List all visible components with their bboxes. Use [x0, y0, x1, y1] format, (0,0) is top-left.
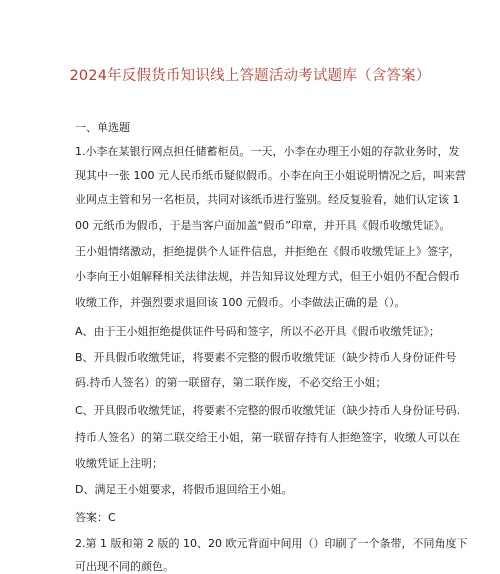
option-c-line: 收缴凭证上注明；: [75, 457, 163, 470]
question-1-stem-line: 王小姐情绪激动，拒绝提供个人证件信息，并拒绝在《假币收缴凭证上》签字，: [75, 245, 460, 258]
option-a-line: A、由于王小姐拒绝提供证件号码和签字，所以不必开具《假币收缴凭证》；: [75, 325, 441, 338]
question-1-stem-line: 00 元纸币为假币，于是当客户面加盖“假币”印章，并开具《假币收缴凭证》。: [75, 219, 451, 232]
answer-line: 答案：C: [75, 511, 116, 524]
question-1-stem-line: 收缴工作，并强烈要求退回该 100 元假币。小李做法正确的是（）。: [75, 296, 406, 309]
question-2-stem-line: 可出现不同的颜色。: [75, 560, 174, 573]
option-c-line: 持币人签名）的第二联交给王小姐，第一联留存持有人拒绝签字，收缴人可以在: [75, 431, 460, 444]
document-title: 2024年反假货币知识线上答题活动考试题库（含答案）: [69, 68, 431, 84]
question-1-stem-line: 1.小李在某银行网点担任储蓄柜员。一天，小李在办理王小姐的存款业务时，发: [75, 145, 460, 158]
option-d-line: D、满足王小姐要求，将假币退回给王小姐。: [75, 483, 293, 496]
option-b-line: B、开具假币收缴凭证，将要素不完整的假币收缴凭证（缺少持币人身份证件号: [75, 351, 457, 364]
question-1-stem-line: 现其中一张 100 元人民币纸币疑似假币。小李在向王小姐说明情况之后，叫来营: [75, 169, 466, 182]
question-2-stem-line: 2.第 1 版和第 2 版的 10、20 欧元背面中间用（）印刷了一个条带，不同角度下: [75, 537, 468, 550]
option-c-line: C、开具假币收缴凭证，将要素不完整的假币收缴凭证（缺少持币人身份证号码.: [75, 404, 461, 417]
question-1-stem-line: 业网点主管和另一名柜员，共同对该纸币进行鉴别。经反复验看，她们认定该 1: [75, 193, 460, 206]
option-b-line: 码.持币人签名）的第一联留存，第二联作废，不必交给王小姐；: [75, 376, 387, 389]
section-heading: 一、单选题: [75, 121, 130, 134]
question-1-stem-line: 小李向王小姐解释相关法律法规，并告知异议处理方式，但王小姐仍不配合假币: [75, 270, 460, 283]
